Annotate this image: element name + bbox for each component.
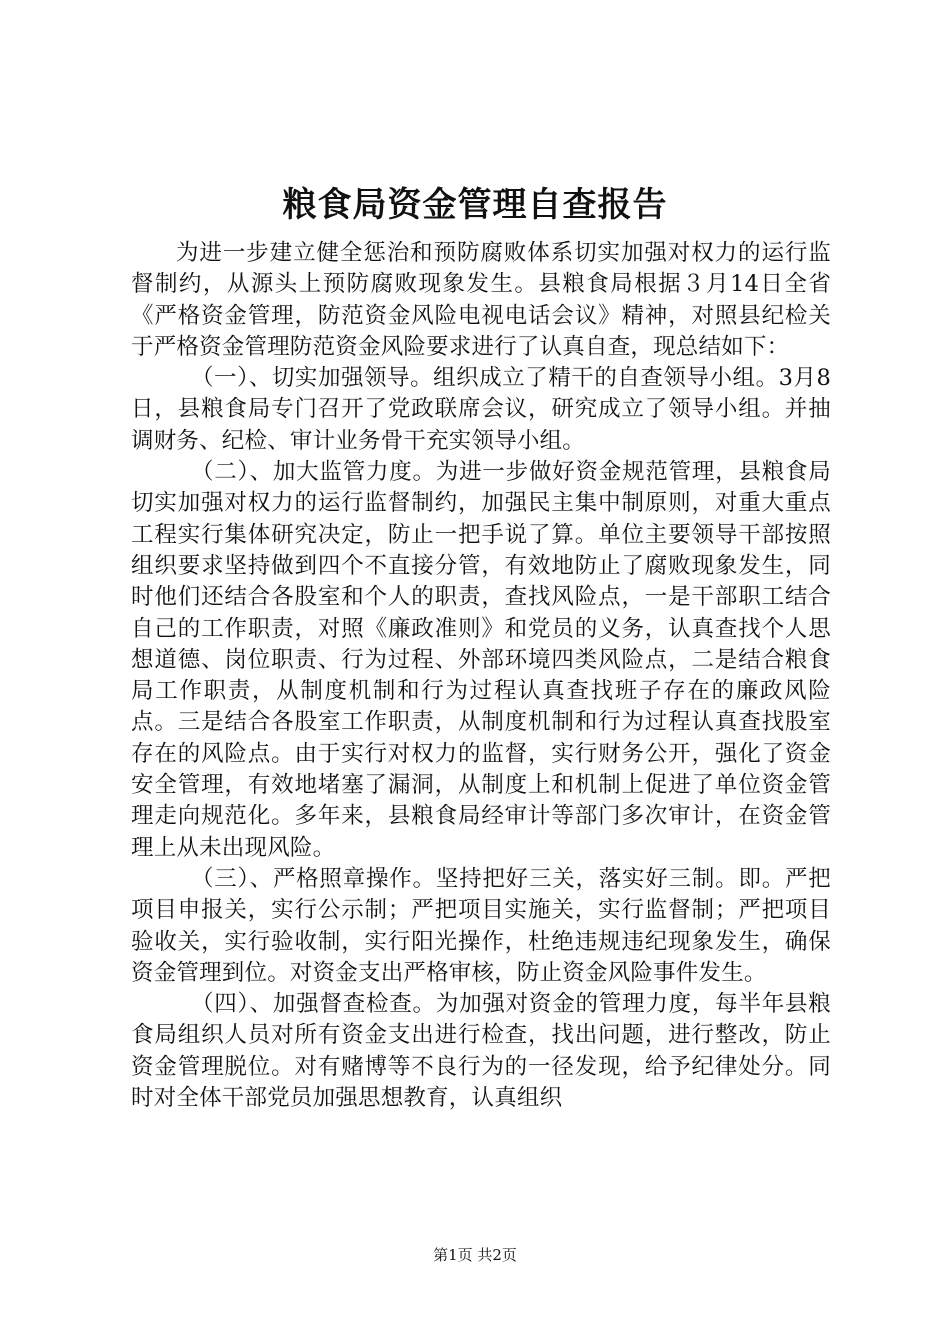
paragraph-section-2: （二）、加大监管力度。为进一步做好资金规范管理，县粮食局切实加强对权力的运行监督制约，加强民主集中制原则，对重大重点工程实行集体研究决定，防止一把手说了算。单位主要领导干部按照组织要求坚持做到四个不直接分管，有效地防止了腐败现象发生，同时他们还结合各股室和个人的职责，查找风险点，一是干部职工结合自己的工作职责，对照《廉政准则》和党员的义务，认真查找个人思想道德、岗位职责、行为过程、外部环境四类风险点，二是结合粮食局工作职责，从制度机制和行为过程认真查找班子存在的廉政风险点。三是结合各股室工作职责，从制度机制和行为过程认真查找股室存在的风险点。由于实行对权力的监督，实行财务公开，强化了资金安全管理，有效地堵塞了漏洞，从制度上和机制上促进了单位资金管理走向规范化。多年来，县粮食局经审计等部门多次审计，在资金管理上从未出现风险。: [131, 459, 831, 861]
paragraph-intro: 为进一步建立健全惩治和预防腐败体系切实加强对权力的运行监督制约，从源头上预防腐败现象发生。县粮食局根据３月14日全省《严格资金管理，防范资金风险电视电话会议》精神，对照县纪检关于严格资金管理防范资金风险要求进行了认真自查，现总结如下：: [131, 240, 831, 360]
document-title: 粮食局资金管理自查报告: [282, 185, 668, 225]
paragraph-section-4: （四）、加强督查检查。为加强对资金的管理力度，每半年县粮食局组织人员对所有资金支出进行检查，找出问题，进行整改，防止资金管理脱位。对有赌博等不良行为的一径发现，给予纪律处分。同时对全体干部党员加强思想教育，认真组织: [131, 991, 831, 1112]
page-number-footer: 第1页 共2页: [433, 1246, 517, 1264]
document-body: [131, 238, 831, 1114]
paragraph-section-1: （一）、切实加强领导。组织成立了精干的自查领导小组。3月8日，县粮食局专门召开了党政联席会议，研究成立了领导小组。并抽调财务、纪检、审计业务骨干充实领导小组。: [131, 365, 831, 454]
paragraph-section-3: （三）、严格照章操作。坚持把好三关，落实好三制。即。严把项目申报关，实行公示制；严把项目实施关，实行监督制；严把项目验收关，实行验收制，实行阳光操作，杜绝违规违纪现象发生，确保资金管理到位。对资金支出严格审核，防止资金风险事件发生。: [131, 865, 831, 986]
